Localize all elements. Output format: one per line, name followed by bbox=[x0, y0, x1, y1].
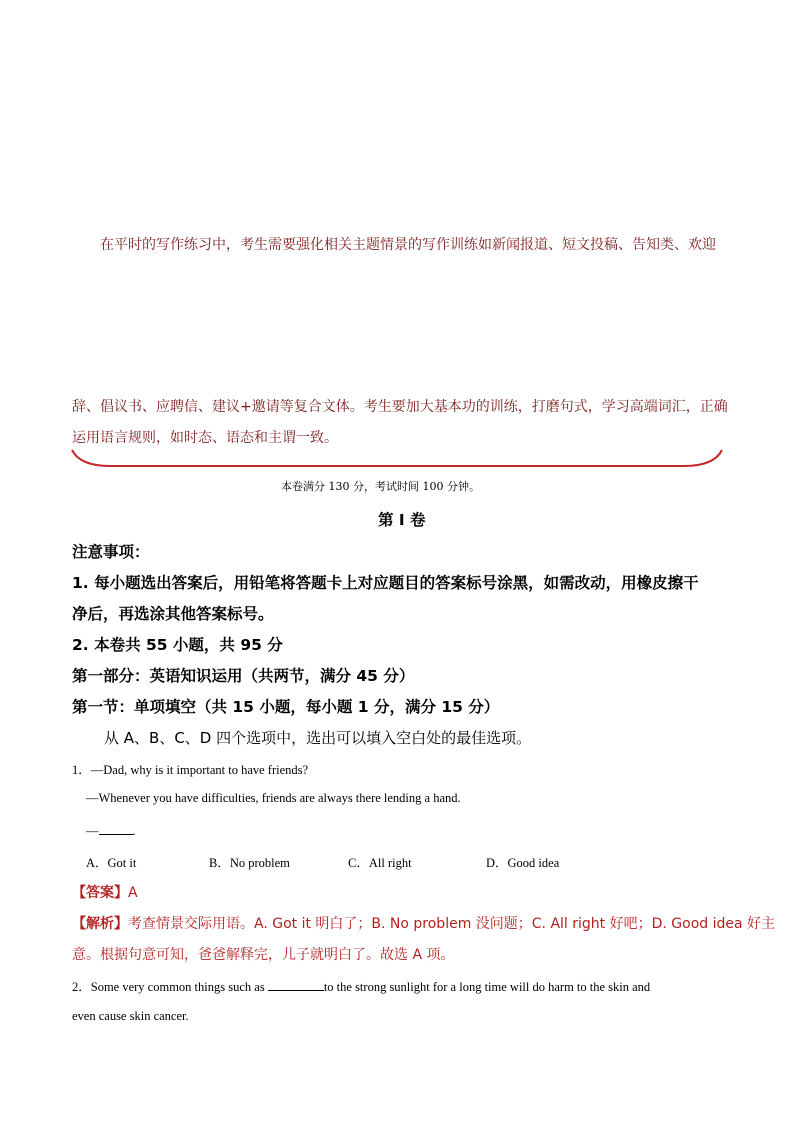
option-a: A．Got it bbox=[86, 856, 137, 870]
analysis-line-2: 意。根据句意可知，爸爸解释完，儿子就明白了。故选 A 项。 bbox=[72, 947, 455, 963]
volume-title: 第 I 卷 bbox=[378, 511, 426, 529]
answer-value: A bbox=[128, 885, 138, 901]
intro-line-1: 在平时的写作练习中，考生需要强化相关主题情景的写作训练如新闻报道、短文投稿、告知类、欢迎 bbox=[100, 237, 716, 253]
notice-item-2: 2. 本卷共 55 小题，共 95 分 bbox=[72, 636, 283, 654]
option-c: C．All right bbox=[348, 856, 412, 870]
answer-tag: 【答案】 bbox=[72, 885, 128, 901]
analysis-tag: 【解析】 bbox=[72, 916, 128, 932]
decorative-divider-curve bbox=[70, 446, 724, 470]
section-instruction: 从 A、B、C、D 四个选项中，选出可以填入空白处的最佳选项。 bbox=[104, 729, 532, 747]
analysis-line-1 bbox=[72, 913, 775, 933]
analysis-text-1: 考查情景交际用语。A. Got it 明白了；B. No problem 没问题；C. All right 好吧；D. Good idea 好主 bbox=[128, 916, 776, 932]
notice-item-1-line-1: 1. 每小题选出答案后，用铅笔将答题卡上对应题目的答案标号涂黑，如需改动，用橡皮擦干 bbox=[72, 574, 699, 592]
exam-note: 本卷满分 130 分，考试时间 100 分钟。 bbox=[281, 480, 480, 493]
section-1-title: 第一节：单项填空（共 15 小题，每小题 1 分，满分 15 分） bbox=[72, 698, 500, 716]
dash-prefix: — bbox=[86, 824, 99, 838]
q2-stem-prefix: 2．Some very common things such as bbox=[72, 980, 268, 994]
option-d: D．Good idea bbox=[486, 856, 560, 870]
part-1-title: 第一部分：英语知识运用（共两节，满分 45 分） bbox=[72, 667, 415, 685]
answer-blank bbox=[99, 822, 133, 835]
question-1-line-3 bbox=[86, 822, 136, 839]
intro-line-3: 运用语言规则，如时态、语态和主谓一致。 bbox=[72, 430, 338, 446]
question-2-stem bbox=[72, 977, 650, 995]
q2-stem-suffix: to the strong sunlight for a long time will do harm to the skin and bbox=[323, 980, 651, 994]
answer-line bbox=[72, 882, 138, 902]
period: . bbox=[132, 824, 136, 838]
option-b: B．No problem bbox=[209, 856, 290, 870]
question-1-line-2: —Whenever you have difficulties, friends are always there lending a hand. bbox=[86, 791, 461, 805]
notice-item-1-line-2: 净后，再选涂其他答案标号。 bbox=[72, 605, 274, 623]
intro-line-2: 辞、倡议书、应聘信、建议+邀请等复合文体。考生要加大基本功的训练，打磨句式，学习高端词汇，正确 bbox=[72, 399, 728, 415]
question-1-stem: 1．—Dad, why is it important to have friends? bbox=[72, 763, 309, 777]
question-2-line-2: even cause skin cancer. bbox=[72, 1009, 189, 1023]
notice-heading: 注意事项： bbox=[72, 543, 150, 561]
answer-blank bbox=[268, 978, 324, 991]
